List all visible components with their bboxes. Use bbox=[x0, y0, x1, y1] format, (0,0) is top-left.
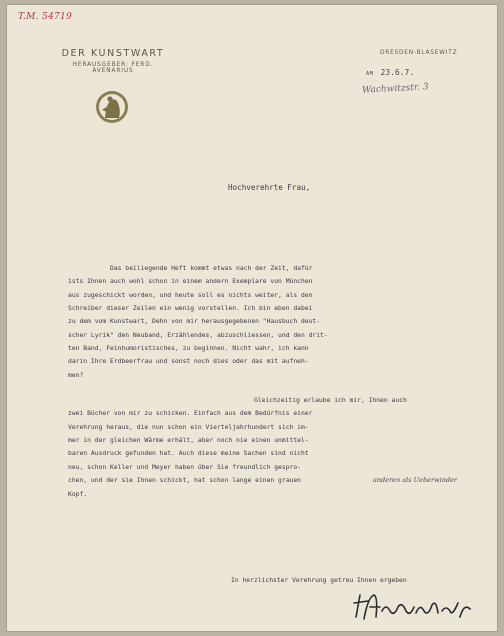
salutation: Hochverehrte Frau, bbox=[228, 183, 311, 192]
date-prefix: AM bbox=[366, 71, 374, 77]
letterhead-publisher: HERAUSGEBER: FERD. AVENARIUS bbox=[72, 62, 154, 74]
body-line: zu dem vom Kunstwart, Dehn von mir herausgegebenen "Hausbuch deut- bbox=[68, 318, 321, 326]
body-line: chen, und der sie Ihnen schickt, hat schon lange einen grauen bbox=[68, 477, 301, 485]
body-line: men? bbox=[68, 371, 84, 379]
handwritten-insertion: anderen als Ueberwinder bbox=[373, 476, 458, 484]
archive-mark: T.M. 54719 bbox=[18, 12, 73, 22]
body-line bbox=[68, 382, 476, 394]
dateline bbox=[366, 68, 414, 77]
body-line: ists Ihnen auch wohl schon in einem andern Exemplare von München bbox=[68, 278, 313, 286]
body-line: Kopf. bbox=[68, 490, 88, 498]
body-line: darin Ihre Erdbeerfrau und sonst noch dies oder das mit aufneh- bbox=[68, 358, 309, 366]
emblem-figure-icon bbox=[94, 90, 130, 124]
body-line: Schreiber dieser Zeilen ein wenig vorstellen. Ich bin eben dabei bbox=[68, 305, 313, 313]
body-line: aus zugeschickt worden, und heute soll es nichts weiter, als den bbox=[68, 291, 313, 299]
body-line: Das beiliegende Heft kommt etwas nach der Zeit, dafür bbox=[110, 265, 313, 272]
letterhead-left bbox=[52, 48, 174, 74]
closing: In herzlichster Verehrung getreu Ihnen ergeben bbox=[231, 577, 407, 584]
body-line: Gleichzeitig erlaube ich mir, Ihnen auch bbox=[254, 397, 407, 405]
body-line: ten Band, Feinhumoristisches, zu beginnen. Nicht wahr, ich kann bbox=[68, 345, 309, 353]
letter-date: 23.6.7. bbox=[380, 68, 415, 77]
letterhead-place: DRESDEN-BLASEWITZ bbox=[380, 50, 458, 56]
body-line: baren Ausdruck gefunden hat. Auch diese meine Sachen sind nicht bbox=[68, 450, 309, 458]
handwritten-address: Wachwitzstr. 3 bbox=[361, 82, 429, 96]
letterhead-name: DER KUNSTWART bbox=[61, 48, 165, 59]
letter-body bbox=[68, 262, 476, 501]
body-line: neu, schon Keller und Meyer haben über Sie freundlich gespro- bbox=[68, 463, 301, 471]
signature bbox=[352, 589, 472, 625]
body-line: mer in der gleichen Wärme erhält, aber noch nie einen unmittel- bbox=[68, 437, 309, 445]
body-line: Verehrung heraus, die nun schon ein Vierteljahrhundert sich im- bbox=[68, 423, 309, 431]
body-line: scher Lyrik" den Neuband, Erzählendes, abzuschliessen, und den drit- bbox=[68, 331, 328, 339]
body-line: zwei Bücher von mir zu schicken. Einfach aus dem Bedürfnis einer bbox=[68, 410, 313, 418]
letter-sheet bbox=[6, 4, 498, 632]
